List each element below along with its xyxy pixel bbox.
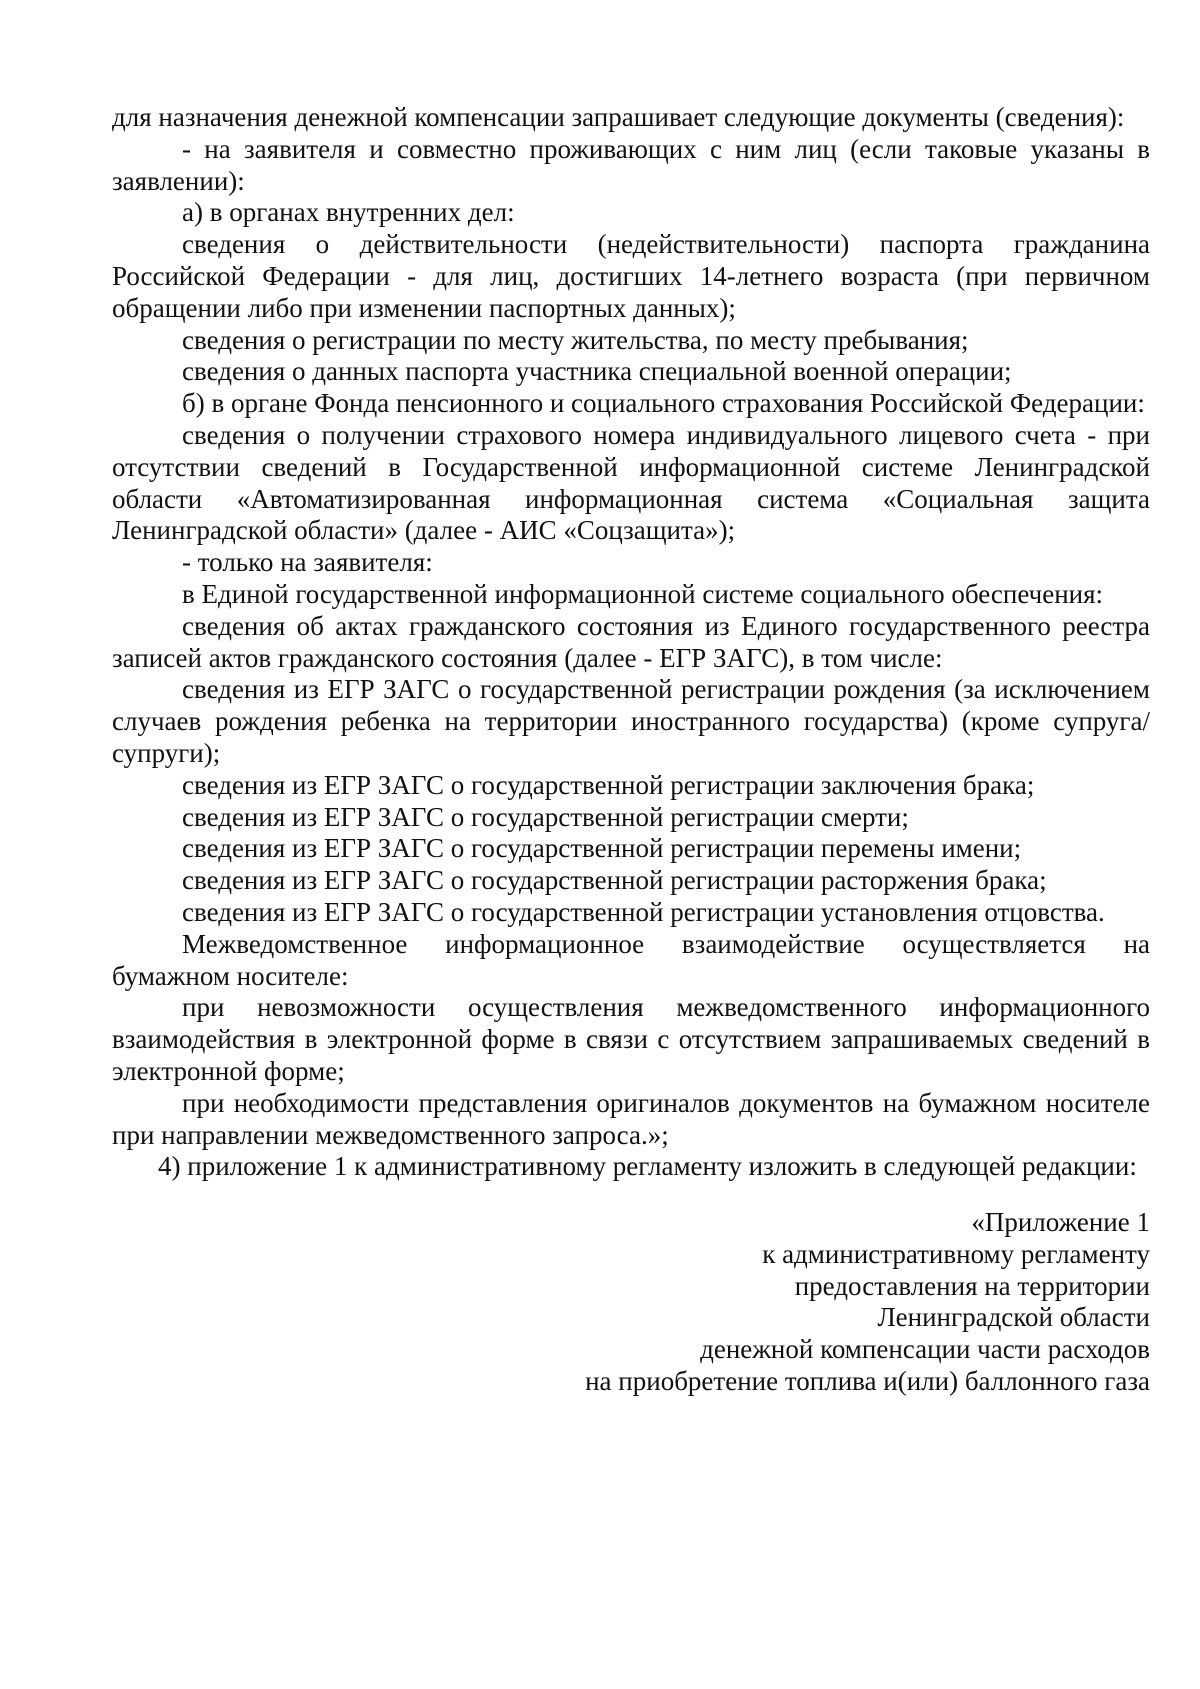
paragraph: 4) приложение 1 к административному регламенту изложить в следующей редакции: bbox=[158, 1151, 1137, 1182]
paragraph: - только на заявителя: bbox=[182, 547, 433, 578]
paragraph: в Единой государственной информационной системе социального обеспечения: bbox=[182, 578, 1104, 609]
appendix-line: на приобретение топлива и(или) баллонного газа bbox=[585, 1366, 1150, 1397]
appendix-line: денежной компенсации части расходов bbox=[700, 1334, 1150, 1365]
paragraph: сведения о регистрации по месту жительства, по месту пребывания; bbox=[182, 324, 969, 355]
paragraph: сведения об актах гражданского состояния из Единого государственного реестра записей актов гражданского состояния (далее - ЕГР ЗАГС), в том числе: bbox=[112, 610, 1150, 673]
paragraph: сведения из ЕГР ЗАГС о государственной регистрации рождения (за исключением случаев рождения ребенка на территории иностранного государства) (кроме супруга/супруги); bbox=[112, 674, 1150, 768]
appendix-line: «Приложение 1 bbox=[971, 1207, 1150, 1238]
document-body bbox=[112, 102, 1150, 1398]
paragraph: сведения из ЕГР ЗАГС о государственной регистрации расторжения брака; bbox=[182, 865, 1047, 896]
paragraph: Межведомственное информационное взаимодействие осуществляется на бумажном носителе: bbox=[112, 928, 1150, 991]
paragraph: а) в органах внутренних дел: bbox=[182, 197, 515, 228]
paragraph: сведения о действительности (недействительности) паспорта гражданина Российской Федерации - для лиц, достигших 14-летнего возраста (при первичном обращении либо при изменении паспортных данных); bbox=[112, 229, 1150, 323]
paragraph: сведения из ЕГР ЗАГС о государственной регистрации установления отцовства. bbox=[182, 896, 1105, 927]
paragraph: для назначения денежной компенсации запрашивает следующие документы (сведения): bbox=[112, 102, 1125, 132]
paragraph: при необходимости представления оригиналов документов на бумажном носителе при направлении межведомственного запроса.»; bbox=[112, 1087, 1150, 1150]
appendix-line: к административному регламенту bbox=[762, 1238, 1150, 1269]
paragraph: сведения о данных паспорта участника специальной военной операции; bbox=[182, 356, 1012, 387]
paragraph: сведения из ЕГР ЗАГС о государственной регистрации заключения брака; bbox=[182, 769, 1035, 800]
paragraph: - на заявителя и совместно проживающих с ним лиц (если таковые указаны в заявлении): bbox=[112, 133, 1150, 196]
paragraph: сведения из ЕГР ЗАГС о государственной регистрации перемены имени; bbox=[182, 833, 1022, 864]
paragraph: б) в органе Фонда пенсионного и социального страхования Российской Федерации: bbox=[182, 388, 1145, 419]
appendix-line: Ленинградской области bbox=[877, 1302, 1150, 1333]
paragraph: сведения из ЕГР ЗАГС о государственной регистрации смерти; bbox=[182, 801, 909, 832]
paragraph: при невозможности осуществления межведомственного информационного взаимодействия в электронной форме в связи с отсутствием запрашиваемых сведений в электронной форме; bbox=[112, 992, 1150, 1086]
appendix-heading bbox=[112, 1207, 1150, 1398]
paragraph: сведения о получении страхового номера индивидуального лицевого счета - при отсутствии сведений в Государственной информационной системе Ленинградской области «Автоматизированная информационная система «Социальная защита Ленинградской области» (далее - АИС «Соцзащита»); bbox=[112, 419, 1150, 546]
appendix-line: предоставления на территории bbox=[794, 1270, 1150, 1301]
